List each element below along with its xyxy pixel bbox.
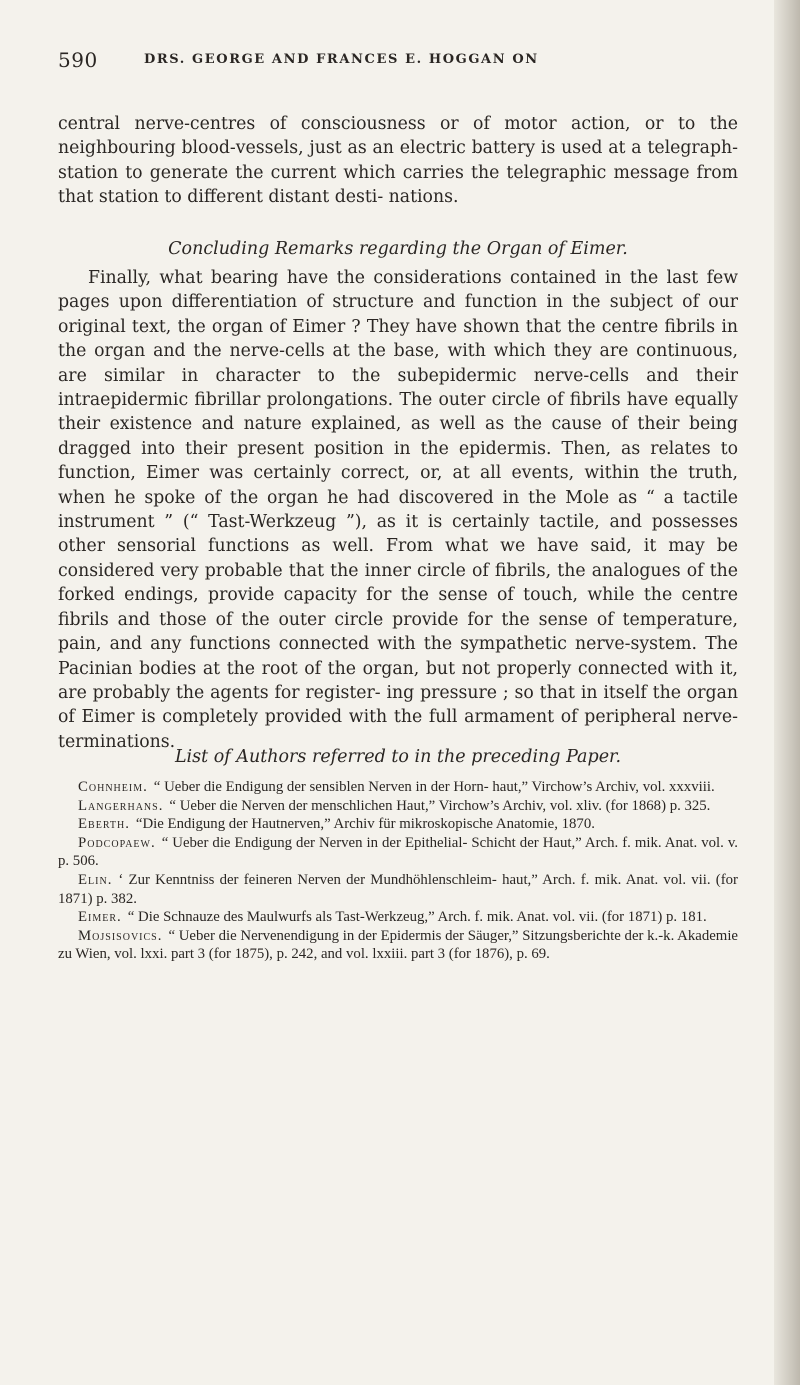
- reference-item: [58, 927, 738, 964]
- paragraph-concluding-remarks: Finally, what bearing have the considerations contained in the last few pages upon differentiation of structure and function in the subject of our original text, the organ of Eimer ? They have shown that the centre fibrils in the organ and the nerve-cells at the base, with which they are continuous, are similar in character to the subepidermic nerve-cells and their intraepidermic fibrillar prolongations. The outer circle of fibrils have equally their existence and nature explained, as well as the cause of their being dragged into their present position in the epidermis. Then, as relates to function, Eimer was certainly correct, or, at all events, within the truth, when he spoke of the organ he had discovered in the Mole as “ a tactile instrument ” (“ Tast-Werkzeug ”), as it is certainly tactile, and possesses other sensorial functions as well. From what we have said, it may be considered very probable that the inner circle of fibrils, the analogues of the forked endings, provide capacity for the sense of touch, while the centre fibrils and those of the outer circle provide for the sense of temperature, pain, and any functions connected with the sympathetic nerve-system. The Pacinian bodies at the root of the organ, but not properly connected with it, are probably the agents for register- ing pressure ; so that in itself the organ of Eimer is completely provided with the full armament of peripheral nerve-terminations.: [58, 268, 738, 752]
- reference-author: Cohnheim.: [78, 779, 148, 795]
- reference-text: “Die Endigung der Hautnerven,” Archiv für mikroskopische Anatomie, 1870.: [135, 816, 595, 833]
- paragraph-continuation: central nerve-centres of consciousness or of motor action, or to the neighbouring blood-vessels, just as an electric battery is used at a telegraph-station to generate the current which carries the telegraphic message from that station to different distant desti- nations.: [58, 114, 738, 208]
- section-heading: Concluding Remarks regarding the Organ of Eimer.: [168, 239, 628, 259]
- reference-author: Podcopaew.: [78, 834, 156, 851]
- reference-text: “ Ueber die Endigung der Nerven in der Epithelial- Schicht der Haut,” Arch. f. mik. Anat. vol. v. p. 506.: [58, 834, 738, 870]
- page-edge-shadow: [774, 0, 800, 1385]
- reference-text: “ Ueber die Nervenendigung in der Epidermis der Säuger,” Sitzungsberichte der k.-k. Akademie zu Wien, vol. lxxi. part 3 (for 1875), p. 242, and vol. lxxiii. part 3 (for 1876), p. 69.: [58, 927, 738, 963]
- reference-text: “ Ueber die Nerven der menschlichen Haut,” Virchow’s Archiv, vol. xliv. (for 1868) p. 325.: [169, 797, 711, 814]
- references-heading: List of Authors referred to in the preceding Paper.: [174, 747, 622, 767]
- reference-item: [58, 778, 738, 797]
- reference-author: Mojsisovics.: [78, 927, 163, 944]
- reference-item: [58, 815, 738, 834]
- running-head: DRS. GEORGE AND FRANCES E. HOGGAN ON: [144, 52, 539, 67]
- reference-list: [58, 778, 738, 964]
- reference-item: [58, 834, 738, 871]
- reference-text: ‘ Zur Kenntniss der feineren Nerven der Mundhöhlenschleim- haut,” Arch. f. mik. Anat. vol. vii. (for 1871) p. 382.: [58, 871, 738, 907]
- reference-text: “ Die Schnauze des Maulwurfs als Tast-Werkzeug,” Arch. f. mik. Anat. vol. vii. (for 1871) p. 181.: [127, 909, 707, 926]
- reference-item: [58, 908, 738, 927]
- reference-text: “ Ueber die Endigung der sensiblen Nerven in der Horn- haut,” Virchow’s Archiv, vol. xxxviii.: [153, 779, 715, 795]
- reference-item: [58, 871, 738, 908]
- reference-item: [58, 797, 738, 816]
- page-header: [58, 48, 738, 72]
- reference-author: Elin.: [78, 871, 113, 888]
- reference-author: Eberth.: [78, 816, 130, 833]
- page-number: 590: [58, 48, 98, 72]
- reference-author: Langerhans.: [78, 797, 164, 814]
- reference-author: Eimer.: [78, 909, 122, 926]
